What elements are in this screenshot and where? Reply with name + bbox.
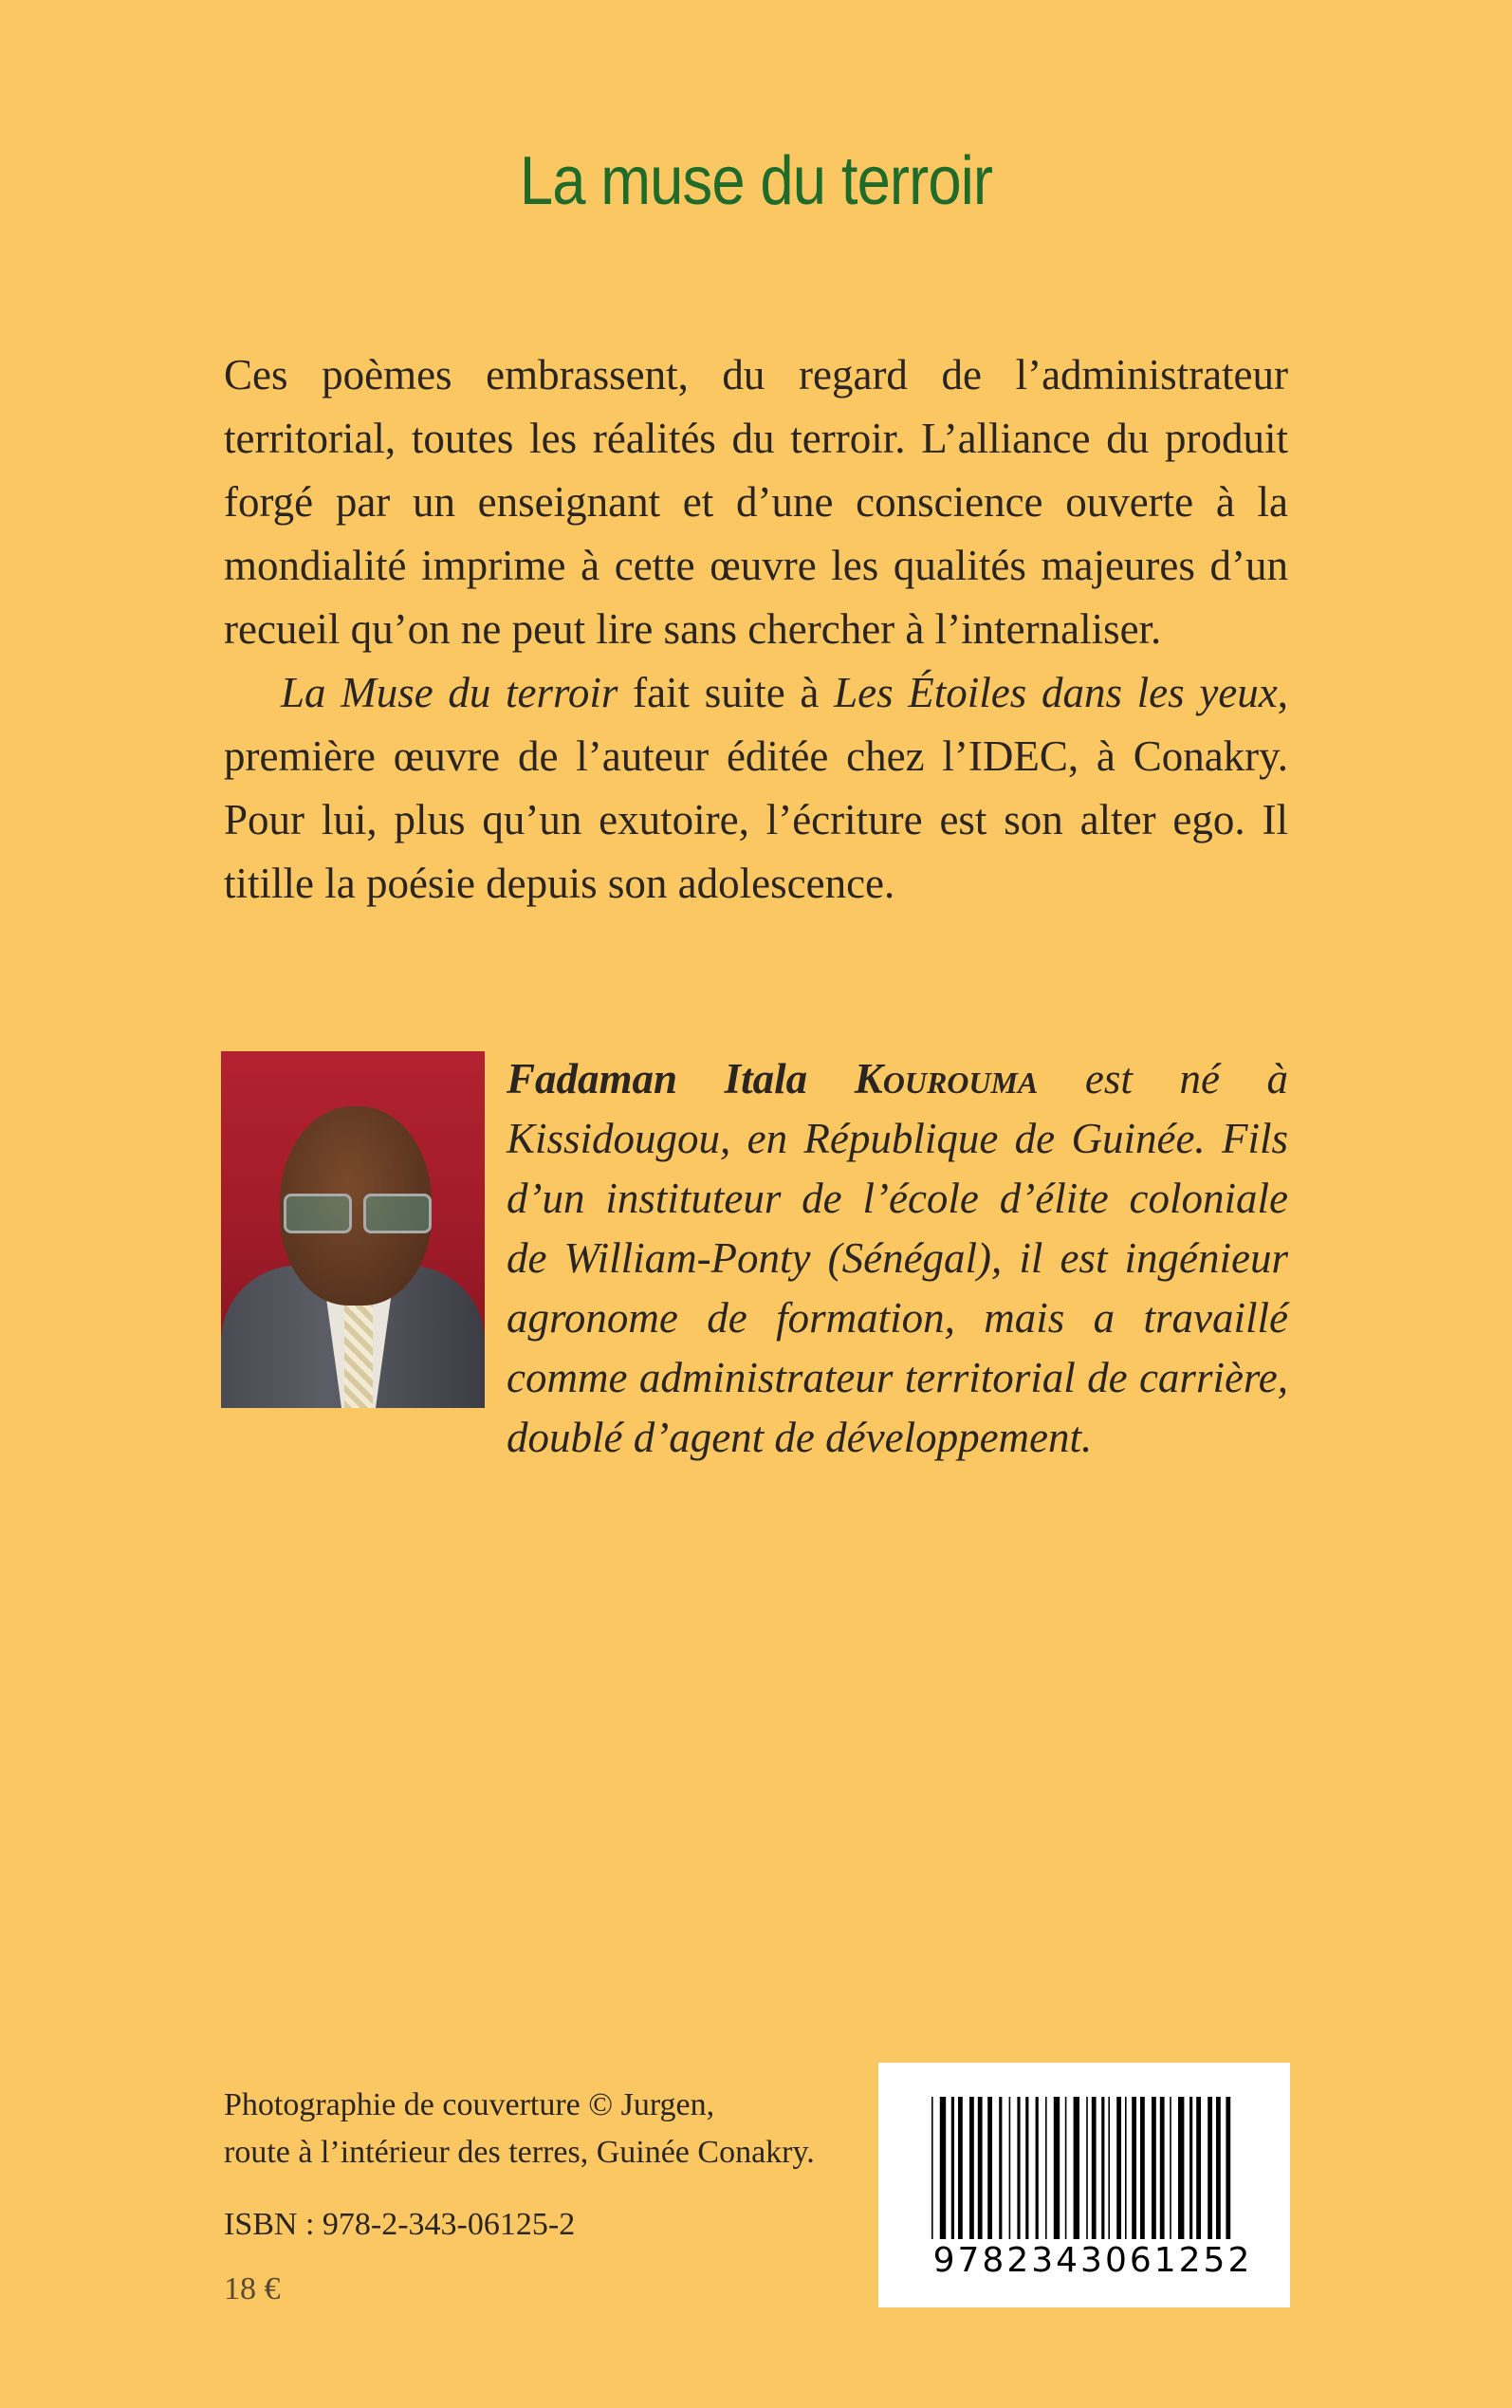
photo-credit: Photographie de couverture © Jurgen, route à l’intérieur des terres, Guinée Conakry.: [224, 2087, 815, 2170]
back-cover-blurb: [224, 343, 1288, 916]
price: 18 €: [224, 2271, 281, 2306]
book-title-reference: La Muse du terroir: [281, 669, 618, 716]
author-bio: [507, 1049, 1288, 1468]
previous-book-title: Les Étoiles dans les yeux: [834, 669, 1278, 716]
barcode-number: 9782343061252: [932, 2241, 1253, 2280]
author-bio-text: est né à Kissidougou, en République de Guinée. Fils d’un instituteur de l’école d’élite coloniale de William-Ponty (Sénégal), il est ingénieur agronome de formation, mais a travaillé comme administrateur territorial de carrière, doublé d’agent de développement.: [507, 1055, 1288, 1461]
blurb-paragraph-1: Ces poèmes embrassent, du regard de l’administrateur territorial, toutes les réalités du terroir. L’alliance du produit forgé par un enseignant et d’une conscience ouverte à la mondialité imprime à cette œuvre les qualités majeures d’un recueil qu’on ne peut lire sans chercher à l’internaliser.: [224, 351, 1288, 653]
author-surname: Kourouma: [854, 1055, 1039, 1102]
author-firstnames: Fadaman Itala: [507, 1055, 855, 1102]
barcode-bars: [928, 2097, 1241, 2239]
book-title: La muse du terroir: [519, 143, 993, 219]
blurb-paragraph-2: La Muse du terroir fait suite à Les Étoiles dans les yeux, première œuvre de l’auteur éditée chez l’IDEC, à Conakry. Pour lui, plus qu’un exutoire, l’écriture est son alter ego. Il titille la poésie depuis son adolescence.: [224, 669, 1288, 907]
author-photo: [221, 1051, 485, 1408]
barcode: [878, 2063, 1290, 2307]
isbn: ISBN : 978-2-343-06125-2: [224, 2207, 576, 2242]
